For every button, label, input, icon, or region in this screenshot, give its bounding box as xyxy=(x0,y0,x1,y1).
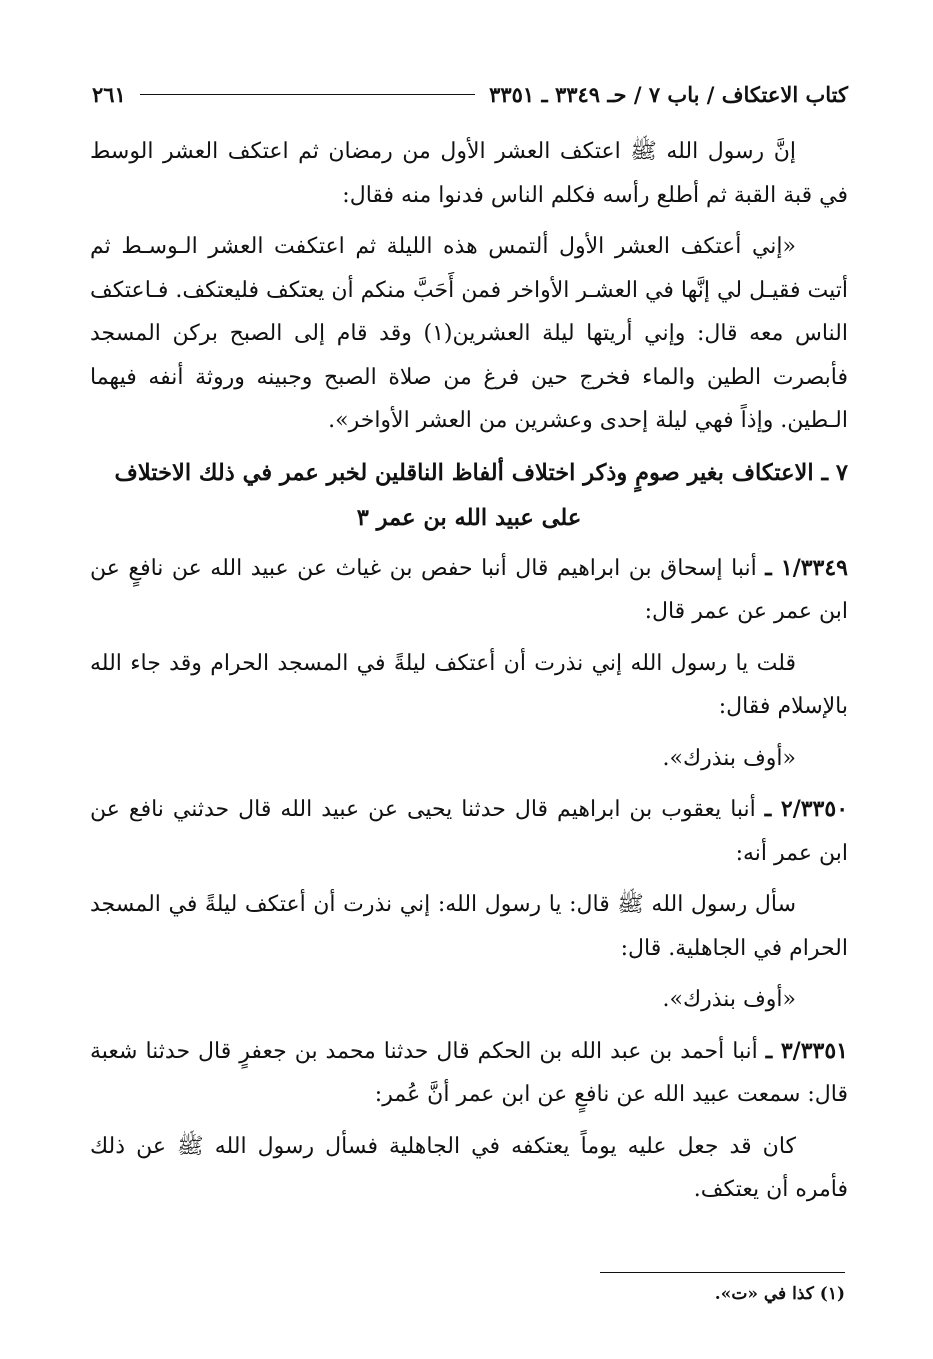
hadith-number: ٢/٣٣٥٠ ـ xyxy=(764,796,849,822)
hadith-isnad xyxy=(90,1030,848,1117)
page-number: ٢٦١ xyxy=(92,81,126,107)
running-header xyxy=(92,74,848,114)
paragraph: إنَّ رسول الله ﷺ اعتكف العشر الأول من رمضان ثم اعتكف العشر الوسط في قبة القبة ثم أطلع رأسه فكلم الناس فدنوا منه فقال: xyxy=(90,139,848,208)
chapter-heading-line: على عبيد الله بن عمر ٣ xyxy=(356,504,582,531)
header-title: كتاب الاعتكاف / باب ٧ / حـ ٣٣٤٩ ـ ٣٣٥١ xyxy=(489,81,848,107)
paragraph: «إني أعتكف العشر الأول ألتمس هذه الليلة ثم اعتكفت العشر الـوسـط ثم أتيت فقيـل لي إنَّها في العشـر الأواخر فمن أَحَبَّ منكم أن يعتكف فليعتكف. فـاعتكف الناس معه قال: وإني أريتها ليلة العشرين(١) وقد قام إلى الصبح بركن المسجد فأبصرت الطين والماء فخرج حين فرغ من صلاة الصبح وجبينه وروثة أنفه فيهما الـطين. وإذاً فهي ليلة إحدى وعشرين من العشر الأواخر». xyxy=(90,234,848,433)
hadith-matn: «أوف بنذرك». xyxy=(662,745,796,771)
page-body xyxy=(90,130,848,1220)
hadith-number: ١/٣٣٤٩ ـ xyxy=(765,554,848,581)
hadith-isnad xyxy=(90,547,848,634)
hadith-matn: «أوف بنذرك». xyxy=(662,987,796,1012)
chapter-heading xyxy=(90,451,848,541)
hadith-matn: سأل رسول الله ﷺ قال: يا رسول الله: إني نذرت أن أعتكف ليلةً في المسجد الحرام في الجاهلية. قال: xyxy=(90,892,848,961)
chapter-heading-line: ٧ ـ الاعتكاف بغير صومٍ وذكر اختلاف ألفاظ الناقلين لخبر عمر في ذلك الاختلاف xyxy=(114,459,848,486)
footnote: (١) كذا في «ت». xyxy=(714,1284,845,1304)
isnad-text: أنبا إسحاق بن ابراهيم قال أنبا حفص بن غياث عن عبيد الله عن نافعٍ عن ابن عمر عن عمر قال: xyxy=(90,555,848,624)
isnad-text: أنبا يعقوب بن ابراهيم قال حدثنا يحيى عن عبيد الله قال حدثني نافع عن ابن عمر أنه: xyxy=(90,797,848,866)
header-rule xyxy=(140,94,475,95)
isnad-text: أنبا أحمد بن عبد الله بن الحكم قال حدثنا محمد بن جعفرٍ قال حدثنا شعبة قال: سمعت عبيد الله عن نافعٍ عن ابن عمر أنَّ عُمر: xyxy=(90,1038,848,1107)
hadith-matn: قلت يا رسول الله إني نذرت أن أعتكف ليلةً في المسجد الحرام وقد جاء الله بالإسلام فقال: xyxy=(90,650,848,719)
hadith-isnad xyxy=(90,788,848,875)
hadith-number: ٣/٣٣٥١ ـ xyxy=(765,1037,848,1064)
hadith-matn: كان قد جعل عليه يوماً يعتكفه في الجاهلية فسأل رسول الله ﷺ عن ذلك فأمره أن يعتكف. xyxy=(90,1133,848,1202)
footnote-rule xyxy=(600,1272,845,1273)
